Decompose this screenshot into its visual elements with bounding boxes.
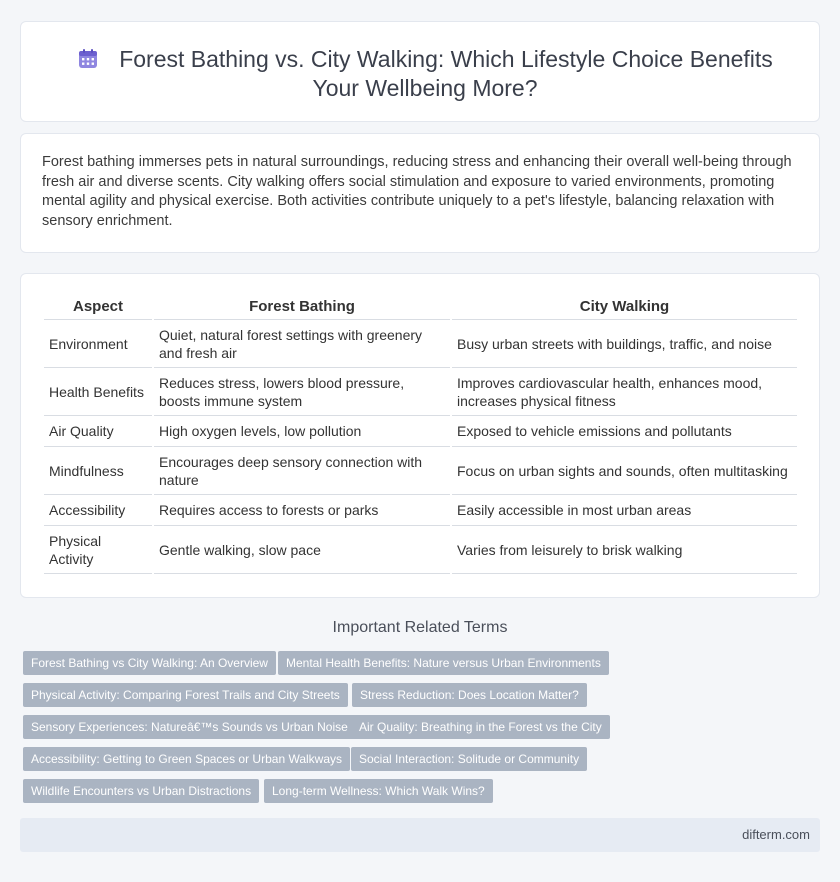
cell-forest: High oxygen levels, low pollution — [154, 416, 450, 447]
cell-forest: Encourages deep sensory connection with nature — [154, 447, 450, 495]
page-title-wrap — [61, 45, 789, 103]
related-tag[interactable]: Physical Activity: Comparing Forest Trails and City Streets — [23, 683, 348, 707]
cell-forest: Gentle walking, slow pace — [154, 526, 450, 574]
related-tag[interactable]: Sensory Experiences: Natureâ€™s Sounds vs Urban Noise — [23, 715, 356, 739]
footer — [20, 818, 820, 852]
cell-aspect: Health Benefits — [44, 368, 152, 416]
cell-city: Easily accessible in most urban areas — [452, 495, 797, 526]
cell-aspect: Accessibility — [44, 495, 152, 526]
header-forest-bathing: Forest Bathing — [154, 295, 450, 320]
related-tag[interactable]: Long-term Wellness: Which Walk Wins? — [264, 779, 493, 803]
intro-card — [20, 133, 820, 253]
cell-aspect: Physical Activity — [44, 526, 152, 574]
cell-forest: Requires access to forests or parks — [154, 495, 450, 526]
cell-aspect: Mindfulness — [44, 447, 152, 495]
cell-city: Exposed to vehicle emissions and pollutants — [452, 416, 797, 447]
comparison-table — [42, 295, 799, 574]
related-tag[interactable]: Stress Reduction: Does Location Matter? — [352, 683, 587, 707]
cell-city: Focus on urban sights and sounds, often multitasking — [452, 447, 797, 495]
intro-paragraph: Forest bathing immerses pets in natural surroundings, reducing stress and enhancing their overall well-being through fresh air and diverse scents. City walking offers social stimulation and exposure to varied environments, promoting mental agility and physical exercise. Both activities contribute uniquely to a pet's lifestyle, balancing relaxation with sensory enrichment. — [42, 154, 792, 229]
related-tag[interactable]: Air Quality: Breathing in the Forest vs the City — [351, 715, 610, 739]
table-row — [44, 526, 797, 574]
table-row — [44, 416, 797, 447]
cell-city: Varies from leisurely to brisk walking — [452, 526, 797, 574]
related-tag[interactable]: Wildlife Encounters vs Urban Distractions — [23, 779, 259, 803]
related-tag[interactable]: Social Interaction: Solitude or Community — [351, 747, 587, 771]
page-title: Forest Bathing vs. City Walking: Which Lifestyle Choice Benefits Your Wellbeing More? — [119, 46, 773, 101]
table-row — [44, 495, 797, 526]
cell-city: Busy urban streets with buildings, traffic, and noise — [452, 320, 797, 368]
cell-city: Improves cardiovascular health, enhances mood, increases physical fitness — [452, 368, 797, 416]
table-row — [44, 447, 797, 495]
comparison-card — [20, 273, 820, 598]
related-tag[interactable]: Mental Health Benefits: Nature versus Urban Environments — [278, 651, 609, 675]
header-city-walking: City Walking — [452, 295, 797, 320]
cell-forest: Reduces stress, lowers blood pressure, boosts immune system — [154, 368, 450, 416]
site-link[interactable]: difterm.com — [742, 827, 810, 842]
table-row — [44, 368, 797, 416]
header-aspect: Aspect — [44, 295, 152, 320]
related-terms-title: Important Related Terms — [332, 619, 508, 636]
calendar-grid-icon — [77, 48, 99, 70]
table-header-row — [44, 295, 797, 320]
related-tag[interactable]: Accessibility: Getting to Green Spaces or Urban Walkways — [23, 747, 350, 771]
cell-forest: Quiet, natural forest settings with greenery and fresh air — [154, 320, 450, 368]
cell-aspect: Environment — [44, 320, 152, 368]
related-tag[interactable]: Forest Bathing vs City Walking: An Overview — [23, 651, 276, 675]
title-card — [20, 21, 820, 122]
cell-aspect: Air Quality — [44, 416, 152, 447]
table-row — [44, 320, 797, 368]
